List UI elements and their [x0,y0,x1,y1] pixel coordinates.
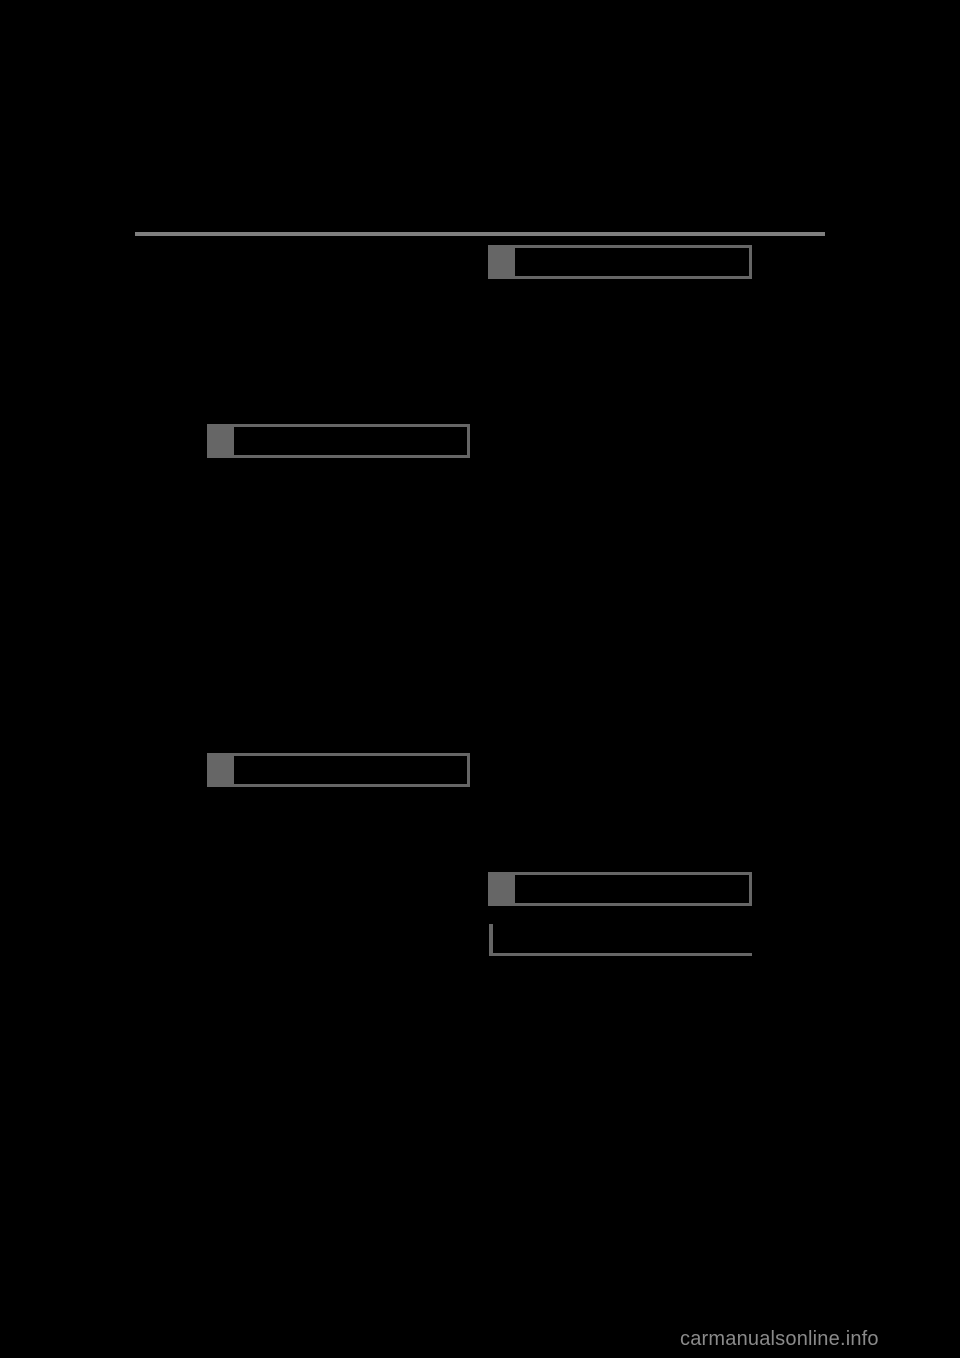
header-rule [135,232,825,236]
note-bracket [489,924,752,956]
watermark-text: carmanualsonline.info [680,1328,879,1350]
section-heading-box [207,753,470,787]
section-heading-box [488,245,752,279]
section-marker-square [207,753,234,787]
section-heading-box [207,424,470,458]
section-marker-square [488,872,515,906]
section-marker-square [488,245,515,279]
section-heading-box [488,872,752,906]
section-marker-square [207,424,234,458]
